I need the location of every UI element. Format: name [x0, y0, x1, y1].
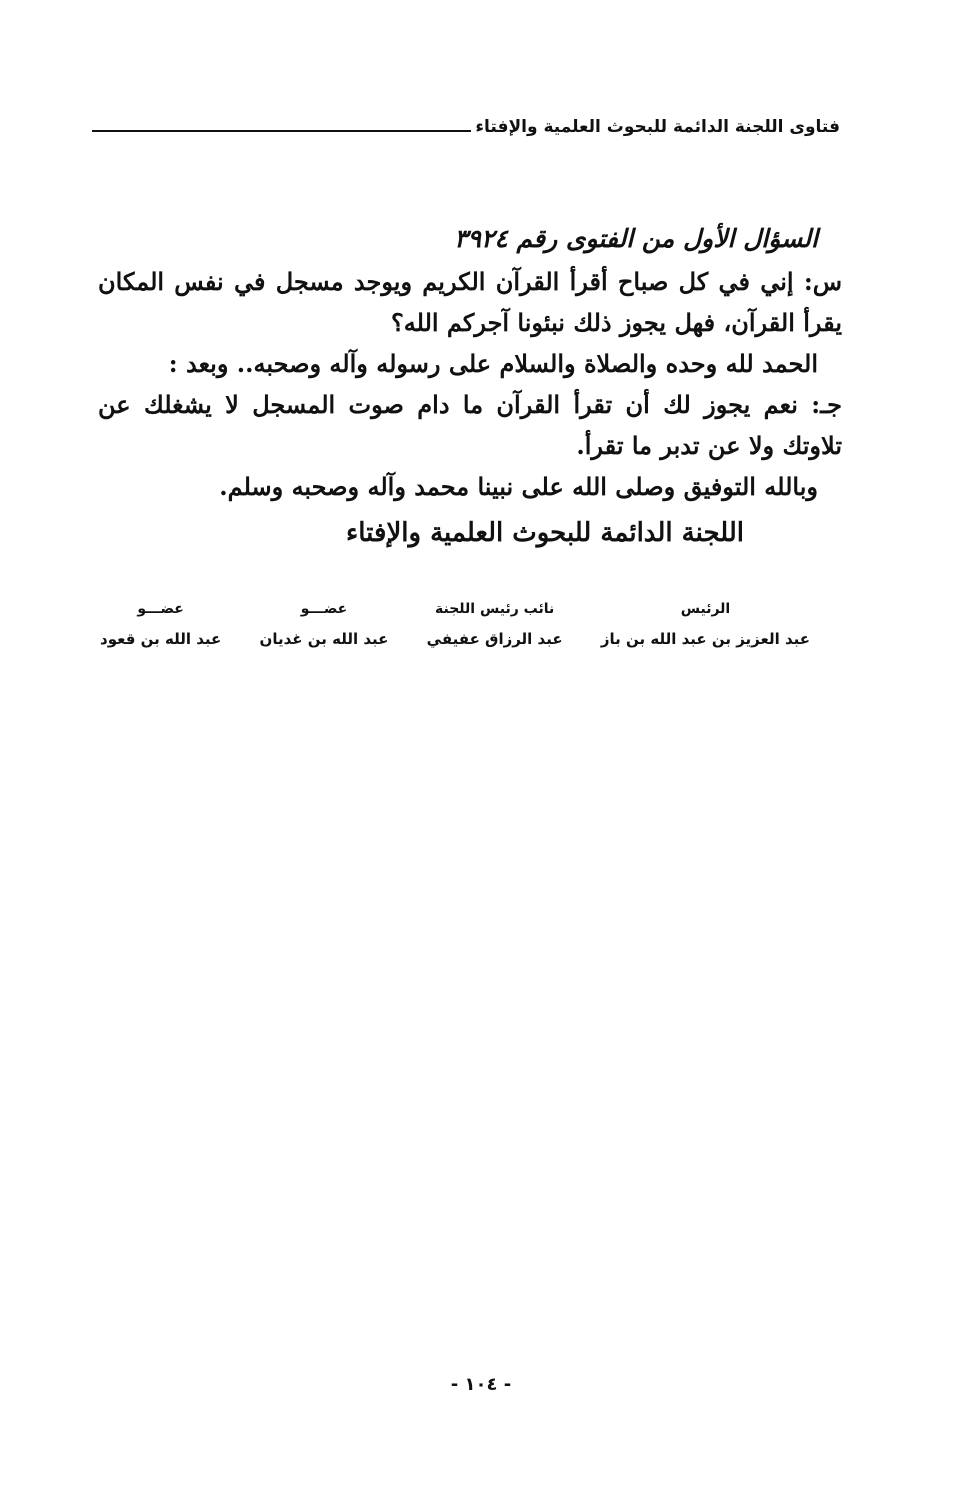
signatory-name: عبد الله بن قعود [100, 630, 222, 648]
header-title: فتاوى اللجنة الدائمة للبحوث العلمية والإفتاء [475, 117, 840, 137]
fatwa-body [98, 218, 842, 554]
header-rule [92, 130, 471, 132]
signatory-vice-chairman [427, 598, 563, 658]
question-text: س: إني في كل صباح أقرأ القرآن الكريم ويوجد مسجل في نفس المكان يقرأ القرآن، فهل يجوز ذلك نبئونا آجركم الله؟ [98, 267, 842, 337]
signatory-name: عبد العزيز بن عبد الله بن باز [600, 630, 810, 648]
committee-name: اللجنة الدائمة للبحوث العلمية والإفتاء [346, 518, 744, 548]
answer-text: جـ: نعم يجوز لك أن تقرأ القرآن ما دام صوت المسجل لا يشغلك عن تلاوتك ولا عن تدبر ما تقرأ. [98, 390, 842, 460]
closing-text: وبالله التوفيق وصلى الله على نبينا محمد وآله وصحبه وسلم. [219, 472, 818, 501]
signatory-member-1 [260, 598, 389, 658]
signatory-role: الرئيس [680, 601, 731, 617]
signatory-role: عضـــو [300, 601, 348, 617]
signatory-role: نائب رئيس اللجنة [435, 601, 555, 617]
page-number: - ١٠٤ - [450, 1374, 512, 1395]
signatures [100, 598, 810, 658]
question-title: السؤال الأول من الفتوى رقم ٣٩٢٤ [454, 224, 818, 253]
signatory-role: عضـــو [137, 601, 184, 617]
signatory-name: عبد الله بن غديان [259, 630, 389, 648]
signatory-chairman [601, 598, 810, 658]
praise-text: الحمد لله وحده والصلاة والسلام على رسوله وآله وصحبه.. وبعد : [168, 349, 818, 378]
signatory-member-2 [100, 598, 221, 658]
running-header [92, 108, 840, 138]
signatory-name: عبد الرزاق عفيفي [426, 630, 563, 648]
